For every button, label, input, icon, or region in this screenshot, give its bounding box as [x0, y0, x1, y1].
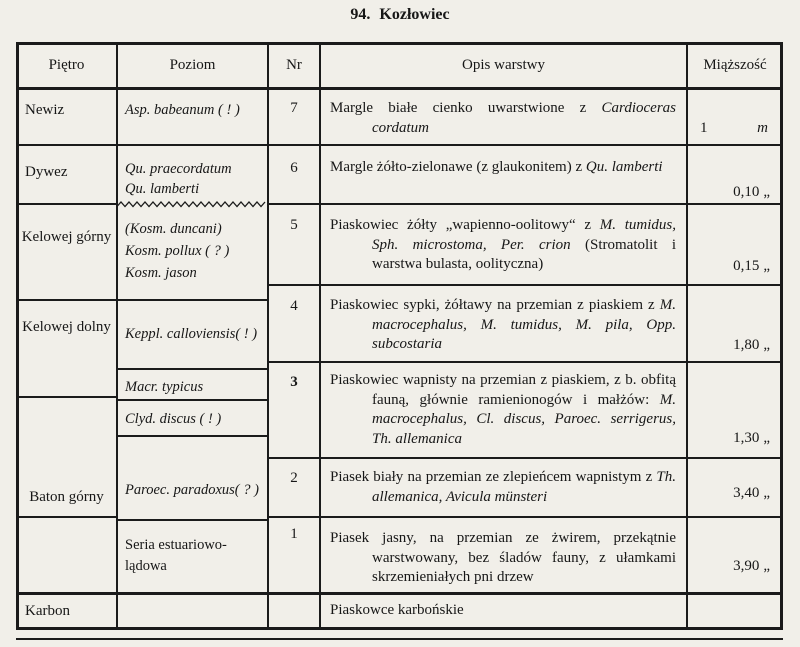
- poziom-entry: Clyd. discus ( ! ): [125, 411, 222, 427]
- column-rule-opis-miazszosc: [686, 42, 688, 630]
- rule: [117, 435, 268, 437]
- layer-description: Piaskowiec wapnisty na przemian z piaskiem, z b. obfitą fauną, głównie ramienionogów i małżów: M. macrocephalus, Cl. discus, Paroec. serrigerus, Th. allemanica: [330, 372, 676, 447]
- rule: [268, 516, 783, 518]
- poziom-entry: Keppl. calloviensis( ! ): [125, 326, 258, 342]
- rule: [16, 516, 117, 518]
- layer-number: 4: [290, 298, 298, 314]
- thickness-value: [690, 485, 770, 502]
- thickness-value: [690, 430, 770, 447]
- layer-number: 6: [290, 160, 298, 176]
- poziom-entry: Kosm. pollux ( ? ): [125, 243, 230, 259]
- poziom-entry: Qu. praecordatum: [125, 161, 232, 177]
- thickness-value: [690, 258, 770, 275]
- thickness-number: 0,10: [733, 184, 760, 200]
- layer-number: 7: [290, 100, 298, 116]
- thickness-unit: „: [763, 558, 770, 574]
- thickness-unit: „: [763, 485, 770, 501]
- unconformity-wavy-line: [117, 200, 268, 209]
- thickness-value: [700, 120, 768, 137]
- thickness-unit: „: [763, 258, 770, 274]
- poziom-entry: Seria estuariowo-lądowa: [125, 537, 227, 574]
- rule: [268, 361, 783, 363]
- poziom-entry: Kosm. jason: [125, 265, 197, 281]
- poziom-entry: Paroec. paradoxus( ? ): [125, 482, 259, 498]
- layer-description: Piasek jasny, na przemian ze żwirem, przekątnie warstwowany, bez śladów fauny, z ułamkami skrzemieniałych pni drzew: [330, 530, 676, 585]
- thickness-number: 1: [700, 120, 708, 136]
- thickness-value: [690, 558, 770, 575]
- pietro-kelowej-dolny: Kelowej dolny: [22, 319, 111, 335]
- rule: [268, 284, 783, 286]
- pietro-kelowej-gorny: Kelowej górny: [21, 229, 112, 245]
- thickness-unit: „: [763, 337, 770, 353]
- poziom-entry: Asp. babeanum ( ! ): [125, 102, 240, 118]
- header-poziom: Poziom: [169, 56, 216, 73]
- thickness-number: 3,90: [733, 558, 760, 574]
- layer-description: Margle żółto-zielonawe (z glaukonitem) z Qu. lamberti: [330, 159, 663, 175]
- rule: [16, 299, 268, 301]
- header-nr: Nr: [286, 56, 302, 73]
- poziom-entry: Macr. typicus: [125, 379, 204, 395]
- pietro-karbon: Karbon: [25, 603, 70, 619]
- layer-description: Piaskowiec sypki, żółtawy na przemian z piaskiem z M. macrocephalus, M. tumidus, M. pila, Opp. subcostaria: [330, 297, 676, 352]
- rule: [16, 203, 117, 205]
- thickness-value: [690, 184, 770, 201]
- header-opis-warstwy: Opis warstwy: [462, 56, 545, 73]
- thickness-number: 1,30: [733, 430, 760, 446]
- page-title: 94. Kozłowiec: [350, 6, 450, 23]
- layer-number: 2: [290, 470, 298, 486]
- rule: [268, 203, 783, 205]
- thickness-number: 1,80: [733, 337, 760, 353]
- rule: [16, 592, 783, 595]
- thickness-number: 3,40: [733, 485, 760, 501]
- rule: [117, 368, 268, 370]
- thickness-unit: „: [763, 184, 770, 200]
- rule: [268, 457, 783, 459]
- rule: [16, 144, 783, 146]
- thickness-value: [690, 337, 770, 354]
- table-bottom-double-rule: [16, 638, 783, 640]
- layer-number: 3: [290, 374, 298, 390]
- pietro-baton-gorny: Baton górny: [29, 489, 104, 505]
- header-pietro: Piętro: [48, 56, 85, 73]
- layer-number: 1: [290, 526, 298, 542]
- thickness-number: 0,15: [733, 258, 760, 274]
- rule: [16, 396, 117, 398]
- thickness-unit: „: [763, 430, 770, 446]
- rule: [117, 519, 268, 521]
- layer-description: Margle białe cienko uwarstwione z Cardioceras cordatum: [330, 100, 676, 136]
- layer-description: Piaskowiec żółty „wapienno-oolitowy“ z M. tumidus, Sph. microstoma, Per. crion (Stromatolit i warstwa bulasta, oolityczna): [330, 217, 677, 272]
- header-miazszosc: Miąższość: [703, 56, 767, 73]
- layer-description: Piaskowce karbońskie: [330, 602, 464, 618]
- poziom-entry: (Kosm. duncani): [125, 221, 222, 237]
- layer-number: 5: [290, 217, 298, 233]
- thickness-unit: m: [757, 120, 768, 136]
- rule: [117, 399, 268, 401]
- poziom-entry: Qu. lamberti: [125, 181, 200, 197]
- pietro-newiz: Newiz: [25, 102, 65, 118]
- layer-description: Piasek biały na przemian ze zlepieńcem wapnistym z Th. allemanica, Avicula münsteri: [330, 469, 676, 505]
- pietro-dywez: Dywez: [25, 164, 68, 180]
